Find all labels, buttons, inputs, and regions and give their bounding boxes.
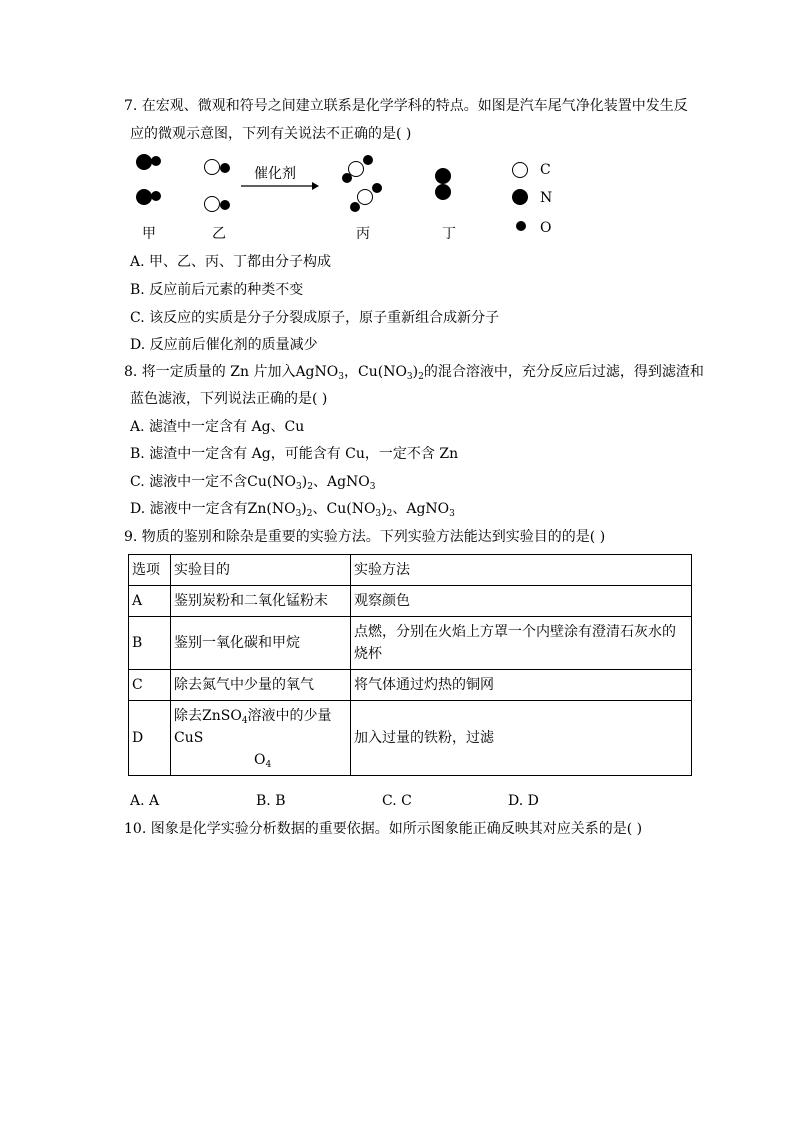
q8-stem-line2: 蓝色滤液，下列说法正确的是( ) bbox=[130, 391, 328, 407]
table-cell: C bbox=[129, 670, 171, 701]
table-cell: D bbox=[129, 701, 171, 776]
table-cell: 除去ZnSO$_4$溶液中的少量CuS $O_4$ bbox=[171, 701, 351, 776]
reaction-diagram bbox=[0, 0, 794, 260]
label-ding: 丁 bbox=[442, 226, 456, 242]
legend-o-label: O bbox=[540, 220, 552, 236]
experiment-table bbox=[128, 554, 692, 776]
q9-option-a: A. A bbox=[130, 793, 160, 809]
table-row bbox=[129, 701, 692, 776]
q7-option-b: B. 反应前后元素的种类不变 bbox=[130, 282, 304, 298]
o-atom bbox=[220, 200, 230, 210]
table-cell: 将气体通过灼热的铜网 bbox=[351, 670, 692, 701]
label-bing: 丙 bbox=[356, 226, 370, 242]
q9-option-d: D. D bbox=[508, 793, 539, 809]
q8-stem-line1: 8. 将一定质量的 Zn 片加入AgNO$_3$，$Cu(NO_3)_2$的混合溶液中，充分反应后过滤，得到滤渣和 bbox=[124, 364, 704, 382]
table-cell: 观察颜色 bbox=[351, 586, 692, 617]
label-jia: 甲 bbox=[142, 226, 156, 242]
q7-option-c: C. 该反应的实质是分子分裂成原子，原子重新组合成新分子 bbox=[130, 310, 500, 326]
table-cell: A bbox=[129, 586, 171, 617]
label-yi: 乙 bbox=[212, 226, 226, 242]
o-atom bbox=[363, 155, 373, 165]
o-atom bbox=[151, 156, 161, 166]
o-atom bbox=[342, 173, 352, 183]
table-header-cell: 实验方法 bbox=[351, 555, 692, 586]
legend-n-label: N bbox=[540, 190, 553, 206]
o-atom bbox=[220, 163, 230, 173]
c-atom bbox=[357, 189, 373, 205]
q8-option-a: A. 滤渣中一定含有 Ag、Cu bbox=[130, 419, 305, 435]
table-cell: 加入过量的铁粉，过滤 bbox=[351, 701, 692, 776]
n-atom bbox=[435, 184, 451, 200]
n-atom bbox=[136, 154, 152, 170]
table-header-cell: 选项 bbox=[129, 555, 171, 586]
c-atom bbox=[204, 196, 220, 212]
table-cell: 鉴别炭粉和二氧化锰粉末 bbox=[171, 586, 351, 617]
table-row bbox=[129, 670, 692, 701]
reaction-arrow-icon bbox=[240, 180, 320, 192]
n-atom bbox=[435, 168, 451, 184]
q9-option-b: B. B bbox=[256, 793, 286, 809]
table-row bbox=[129, 586, 692, 617]
q7-stem-line1: 7. 在宏观、微观和符号之间建立联系是化学学科的特点。如图是汽车尾气净化装置中发生反 bbox=[124, 98, 688, 114]
table-cell: 鉴别一氧化碳和甲烷 bbox=[171, 617, 351, 670]
table-row bbox=[129, 617, 692, 670]
table-header-cell: 实验目的 bbox=[171, 555, 351, 586]
catalyst-label: 催化剂 bbox=[254, 166, 296, 182]
n-atom bbox=[136, 189, 152, 205]
q8-option-d: D. 滤液中一定含有$Zn(NO_3)_2$、$Cu(NO_3)_2$、AgNO$_3$ bbox=[130, 501, 455, 519]
o-atom bbox=[350, 202, 360, 212]
table-cell: B bbox=[129, 617, 171, 670]
table-cell: 除去氮气中少量的氧气 bbox=[171, 670, 351, 701]
table-cell: 点燃，分别在火焰上方罩一个内壁涂有澄清石灰水的烧杯 bbox=[351, 617, 692, 670]
q8-option-c: C. 滤液中一定不含$Cu(NO_3)_2$、AgNO$_3$ bbox=[130, 474, 376, 492]
q9-stem: 9. 物质的鉴别和除杂是重要的实验方法。下列实验方法能达到实验目的的是( ) bbox=[124, 529, 606, 545]
legend-c-atom bbox=[512, 162, 528, 178]
o-atom bbox=[372, 183, 382, 193]
q10-stem: 10. 图象是化学实验分析数据的重要依据。如所示图象能正确反映其对应关系的是( ) bbox=[124, 821, 643, 837]
table-header-row bbox=[129, 555, 692, 586]
q7-stem-line2: 应的微观示意图，下列有关说法不正确的是( ) bbox=[130, 126, 412, 142]
q7-option-d: D. 反应前后催化剂的质量减少 bbox=[130, 337, 318, 353]
legend-c-label: C bbox=[540, 162, 551, 178]
c-atom bbox=[204, 159, 220, 175]
q9-option-c: C. C bbox=[382, 793, 412, 809]
q7-option-a: A. 甲、乙、丙、丁都由分子构成 bbox=[130, 254, 332, 270]
o-atom bbox=[151, 191, 161, 201]
legend-n-atom bbox=[512, 189, 528, 205]
legend-o-atom bbox=[516, 221, 526, 231]
q8-option-b: B. 滤渣中一定含有 Ag，可能含有 Cu，一定不含 Zn bbox=[130, 446, 459, 462]
